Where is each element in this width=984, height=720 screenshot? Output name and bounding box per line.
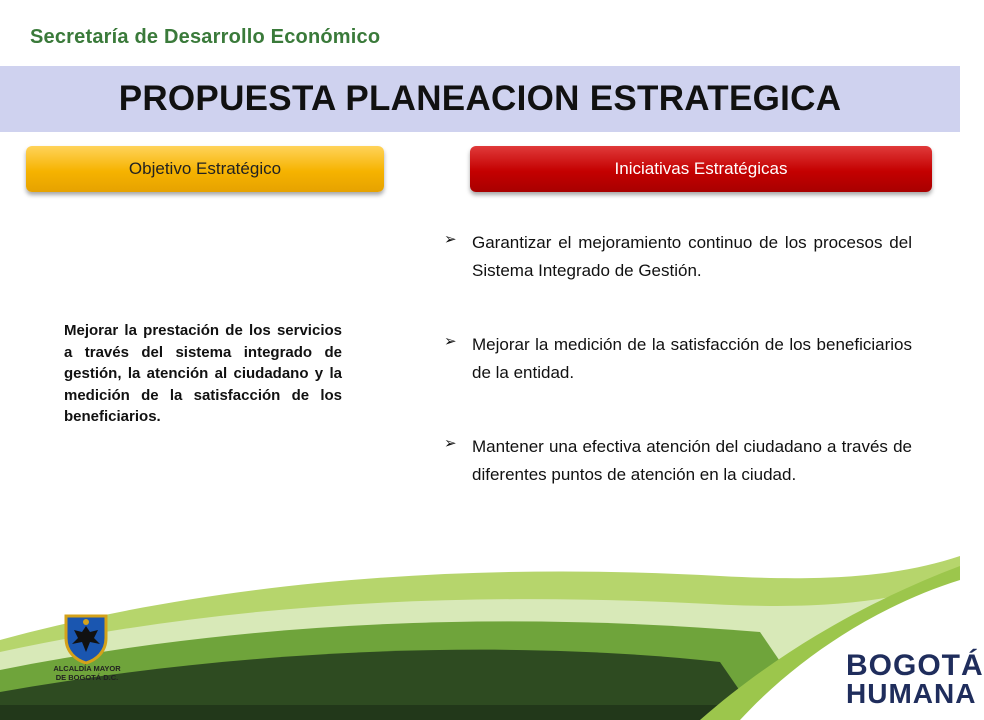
objective-label: Objetivo Estratégico (26, 146, 384, 192)
bogota-logo-line1: BOGOTÁ (846, 649, 984, 682)
arrow-bullet-icon: ➢ (444, 435, 457, 452)
initiative-text: Mejorar la medición de la satisfacción de los beneficiarios de la entidad. (472, 335, 912, 382)
initiative-text: Garantizar el mejoramiento continuo de los procesos del Sistema Integrado de Gestión. (472, 233, 912, 280)
org-header: Secretaría de Desarrollo Económico (30, 26, 381, 48)
initiatives-label: Iniciativas Estratégicas (470, 146, 932, 192)
bogota-logo-line2: HUMANA (846, 678, 977, 709)
arrow-bullet-icon: ➢ (444, 333, 457, 350)
page-title: PROPUESTA PLANEACION ESTRATEGICA (118, 79, 842, 118)
initiative-text: Mantener una efectiva atención del ciudadano a través de diferentes puntos de atención en la ciudad. (472, 437, 912, 484)
alcaldia-logo-text: ALCALDÍA MAYOR DE BOGOTÁ D.C. (53, 664, 121, 682)
objective-text: Mejorar la prestación de los servicios a través del sistema integrado de gestión, la atención al ciudadano y la medición de la satisfacción de los beneficiarios. (64, 322, 342, 425)
arrow-bullet-icon: ➢ (444, 231, 457, 248)
coat-of-arms-icon (62, 612, 110, 664)
